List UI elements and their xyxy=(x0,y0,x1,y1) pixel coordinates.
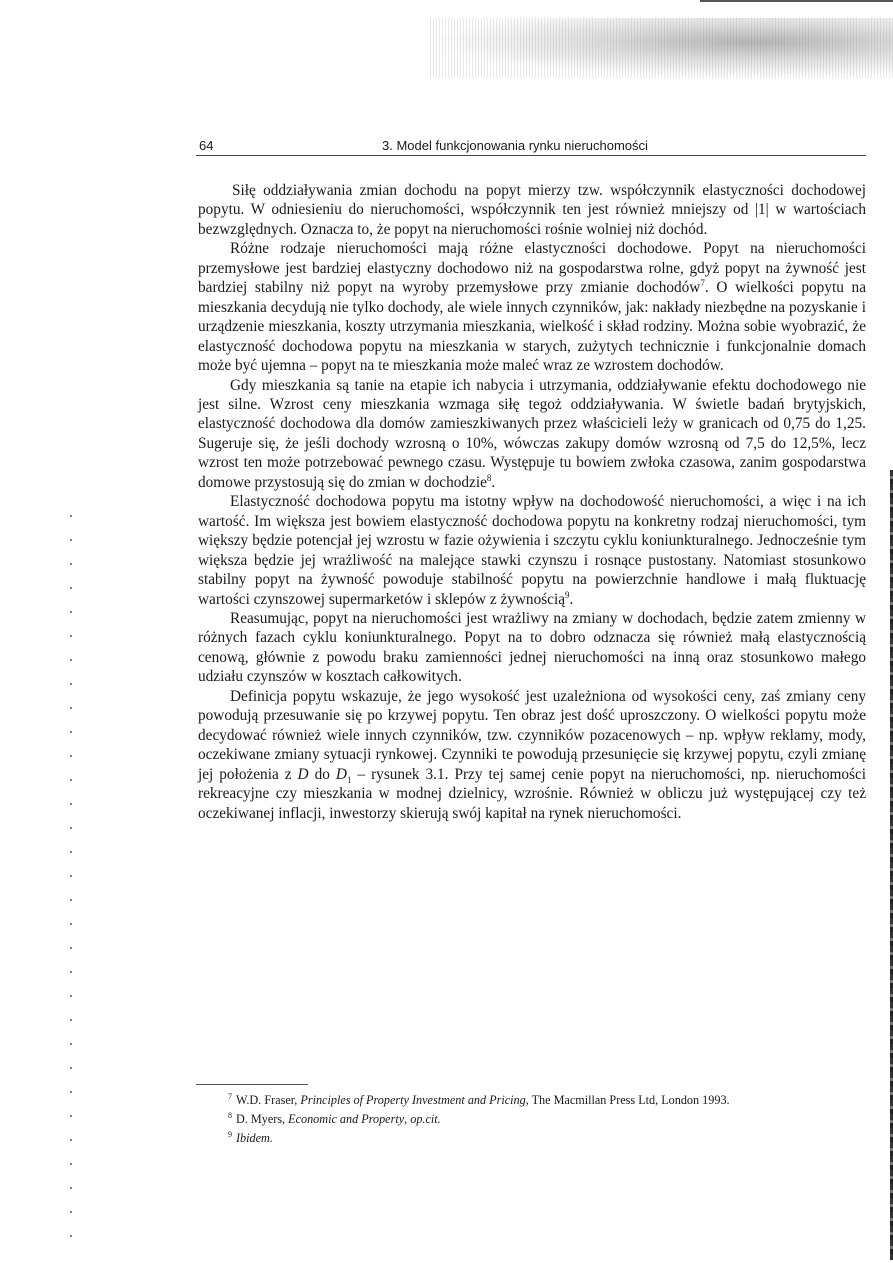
scan-margin-artifact xyxy=(70,515,72,1245)
footnotes xyxy=(228,1091,868,1148)
scan-smudge-artifact xyxy=(430,18,893,78)
footnote-ref: 8 xyxy=(486,472,492,483)
symbol-d1: D xyxy=(335,765,347,783)
running-header xyxy=(196,136,866,160)
footnote-ref: 9 xyxy=(565,589,570,600)
body-text xyxy=(198,181,866,823)
paragraph: Elastyczność dochodowa popytu ma istotny wpływ na dochodowość nieruchomości, a więc i na ich wartość. Im większa jest bowiem elastyczność dochodowa popytu na konkretny rodzaj nieruchomości, tym większy będzie potencjał jej wzrostu w fazie ożywienia i szczytu cyklu koniunkturalnego. Jednocześnie tym większa będzie jej wrażliwość na malejące stawki czynszu i rosnące pustostany. Natomiast stosunkowo stabilny popyt na żywność powoduje stabilność popytu na powierzchnie handlowe i małą fluktuację wartości czynszowej supermarketów i sklepów z żywnością$^9$. xyxy=(198,493,866,608)
paragraph: Gdy mieszkania są tanie na etapie ich nabycia i utrzymania, oddziaływanie efektu dochodowego nie jest silne. Wzrost ceny mieszkania wzmaga siłę tegoż oddziaływania. W świetle badań brytyjskich, elastyczność dochodowa dla domów zamieszkiwanych przez właścicieli leży w granicach od 0,75 do 1,25. Sugeruje się, że jeśli dochody wzrosną o 10%, wówczas zakupy domów wzrosną od 7,5 do 12,5%, lecz wzrost ten może potrzebować pewnego czasu. Występuje tu bowiem zwłoka czasowa, zanim gospodarstwa domowe przystosują się do zmian w dochodzie$^8$. xyxy=(198,376,866,491)
footnote-9: $^9$ Ibidem. xyxy=(228,1129,273,1145)
footnote-7: $^7$ W.D. Fraser, Principles of Property Investment and Pricing, The Macmillan Press Ltd, London 1993. xyxy=(228,1091,730,1107)
scan-border-artifact xyxy=(700,0,893,2)
footnote-8: $^8$ D. Myers, Economic and Property, op.cit. xyxy=(228,1110,441,1126)
symbol-d: D xyxy=(297,765,309,783)
paragraph: Reasumując, popyt na nieruchomości jest wrażliwy na zmiany w dochodach, będzie zatem zmienny w różnych fazach cyklu koniunkturalnego. Popyt na to dobro odznacza się również małą elastycznością cenową, głównie z powodu braku zamienności jednej nieruchomości na inną oraz stosunkowo małego udziału czynszów w kosztach całkowitych. xyxy=(198,609,866,686)
paragraph: Różne rodzaje nieruchomości mają różne elastyczności dochodowe. Popyt na nieruchomości przemysłowe jest bardziej elastyczny dochodowo niż na gospodarstwa rolne, gdyż popyt na żywność jest bardziej stabilny niż popyt na wyroby przemysłowe przy zmianie dochodów$^7$. O wielkości popytu na mieszkania decydują nie tylko dochody, ale wiele innych czynników, jak: nakłady niezbędne na pozyskanie i urządzenie mieszkania, koszty utrzymania mieszkania, wielkość i skład rodziny. Można sobie wyobrazić, że elastyczność dochodowa popytu na mieszkania w starych, zużytych technicznie i funkcjonalnie domach może być ujemna – popyt na te mieszkania może maleć wraz ze wzrostem dochodów. xyxy=(198,240,866,375)
subscript: 1 xyxy=(346,774,352,785)
paragraph: Siłę oddziaływania zmian dochodu na popyt mierzy tzw. współczynnik elastyczności dochodowej popytu. W odniesieniu do nieruchomości, współczynnik ten jest również mniejszy od |1| w wartościach bezwzględnych. Oznacza to, że popyt na nieruchomości rośnie wolniej niż dochód. xyxy=(198,182,866,238)
chapter-title: 3. Model funkcjonowania rynku nieruchomości xyxy=(382,138,648,153)
header-rule xyxy=(196,155,866,156)
paragraph: Definicja popytu wskazuje, że jego wysokość jest uzależniona od wysokości ceny, zaś zmiany ceny powodują przesuwanie się po krzywej popytu. Ten obraz jest dość uproszczony. O wielkości popytu może decydować również wiele innych czynników, tzw. czynników pozacenowych – np. wpływ reklamy, mody, oczekiwane zmiany sytuacji rynkowej. Czynniki te powodują przesunięcie się krzywej popytu, czyli zmianę jej położenia z D do $D_1$ – rysunek 3.1. Przy tej samej cenie popyt na nieruchomości, np. nieruchomości rekreacyjne czy mieszkania w modnej dzielnicy, wzrośnie. Również w obliczu już występującej czy też oczekiwanej inflacji, inwestorzy skierują swój kapitał na rynek nieruchomości. xyxy=(198,687,867,822)
footnote-rule xyxy=(196,1084,308,1085)
footnote-ref: 7 xyxy=(700,278,705,289)
page-number: 64 xyxy=(199,138,214,153)
